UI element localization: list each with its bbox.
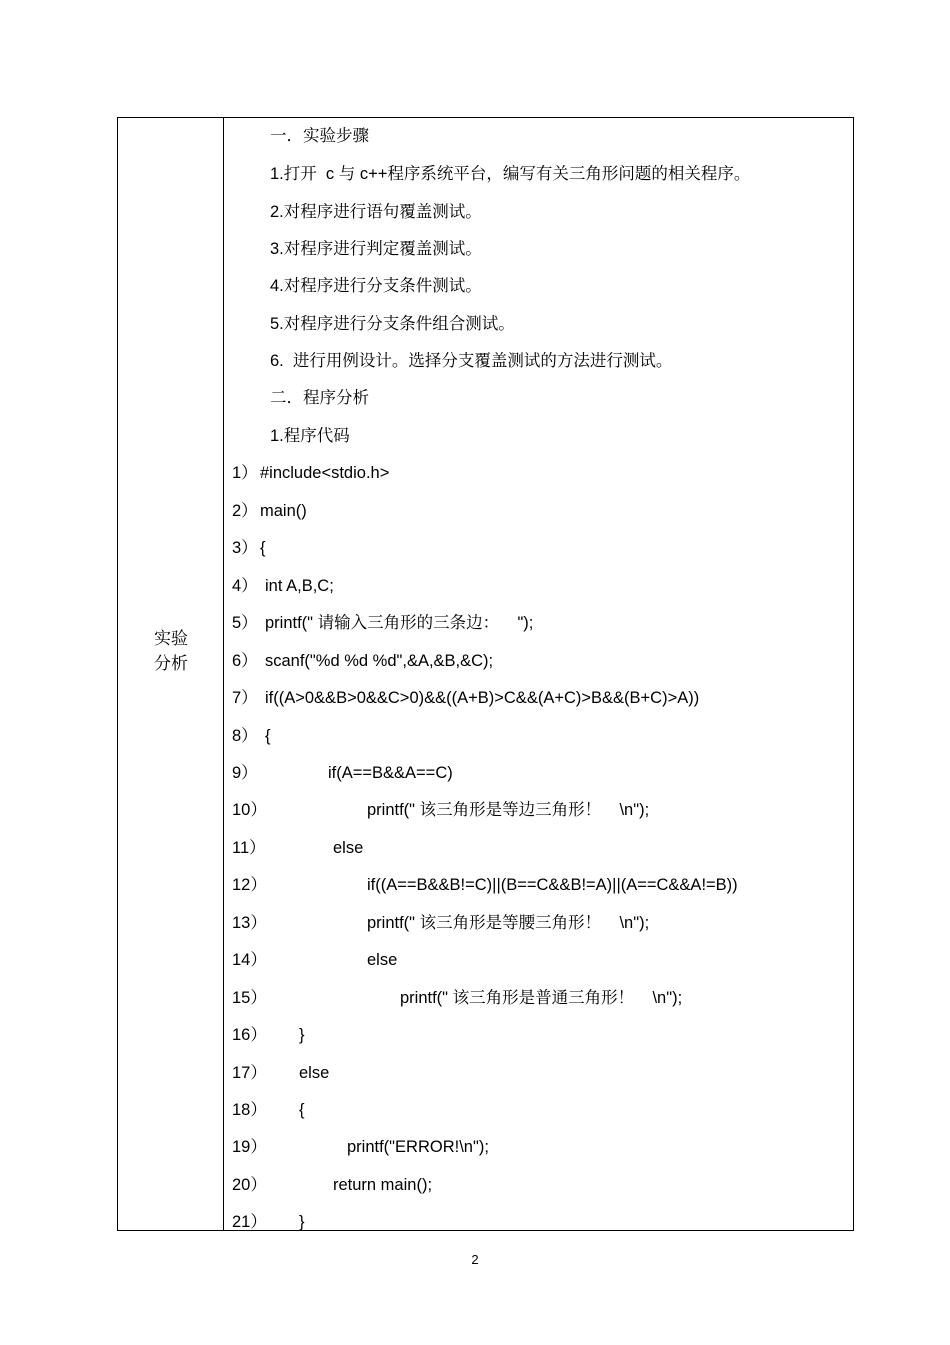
- step-heading-2: 二．程序分析: [270, 389, 369, 407]
- line-number: 10）: [232, 801, 267, 819]
- code-text: {: [265, 727, 271, 745]
- line-number: 9）: [232, 764, 258, 782]
- page-number: 2: [471, 1252, 479, 1267]
- code-text: else: [299, 1064, 330, 1082]
- line-number: 12）: [232, 876, 267, 894]
- line-number: 16）: [232, 1026, 267, 1044]
- step-item: 3.对程序进行判定覆盖测试。: [270, 240, 482, 258]
- line-number: 5）: [232, 614, 258, 632]
- line-number: 14）: [232, 951, 267, 969]
- code-text: }: [299, 1213, 305, 1231]
- code-text: printf(" 请输入三角形的三条边： ");: [265, 614, 534, 632]
- line-number: 8）: [232, 727, 258, 745]
- content-cell: [224, 118, 853, 1230]
- code-text: printf(" 该三角形是普通三角形！ \n");: [400, 989, 683, 1007]
- code-text: else: [333, 839, 364, 857]
- line-number: 21）: [232, 1213, 267, 1231]
- code-text: main(): [260, 502, 307, 520]
- line-number: 11）: [232, 839, 266, 857]
- line-number: 19）: [232, 1138, 267, 1156]
- code-text: return main();: [333, 1176, 433, 1194]
- section-label-cell: [118, 118, 224, 1230]
- line-number: 4）: [232, 577, 258, 595]
- line-number: 15）: [232, 989, 267, 1007]
- line-number: 7）: [232, 689, 258, 707]
- line-number: 3）: [232, 539, 258, 557]
- code-text: {: [260, 539, 266, 557]
- section-label-line-2: 分析: [154, 654, 188, 673]
- step-item: 6. 进行用例设计。选择分支覆盖测试的方法进行测试。: [270, 352, 673, 370]
- line-number: 6）: [232, 652, 258, 670]
- code-text: }: [299, 1026, 305, 1044]
- experiment-table: [117, 117, 854, 1231]
- section-label: [118, 626, 224, 676]
- code-text: printf("ERROR!\n");: [347, 1138, 489, 1156]
- step-item: 2.对程序进行语句覆盖测试。: [270, 203, 482, 221]
- step-item: 5.对程序进行分支条件组合测试。: [270, 315, 515, 333]
- code-text: scanf("%d %d %d",&A,&B,&C);: [265, 652, 494, 670]
- line-number: 13）: [232, 914, 267, 932]
- code-text: printf(" 该三角形是等边三角形！ \n");: [367, 801, 650, 819]
- step-heading-1: 一．实验步骤: [270, 127, 369, 145]
- step-item: 4.对程序进行分支条件测试。: [270, 277, 482, 295]
- code-text: if((A==B&&B!=C)||(B==C&&B!=A)||(A==C&&A!=B)): [367, 876, 738, 894]
- line-number: 17）: [232, 1064, 267, 1082]
- code-text: #include<stdio.h>: [260, 464, 390, 482]
- code-text: printf(" 该三角形是等腰三角形！ \n");: [367, 914, 650, 932]
- line-number: 18）: [232, 1101, 267, 1119]
- code-text: if(A==B&&A==C): [328, 764, 453, 782]
- step-item: 1.打开 c 与 c++程序系统平台，编写有关三角形问题的相关程序。: [270, 165, 751, 183]
- line-number: 1）: [232, 464, 258, 482]
- code-heading: 1.程序代码: [270, 427, 350, 445]
- code-text: {: [299, 1101, 305, 1119]
- code-text: if((A>0&&B>0&&C>0)&&((A+B)>C&&(A+C)>B&&(B+C)>A)): [265, 689, 700, 707]
- code-text: else: [367, 951, 398, 969]
- section-label-line-1: 实验: [154, 629, 188, 648]
- code-text: int A,B,C;: [265, 577, 334, 595]
- line-number: 20）: [232, 1176, 267, 1194]
- line-number: 2）: [232, 502, 258, 520]
